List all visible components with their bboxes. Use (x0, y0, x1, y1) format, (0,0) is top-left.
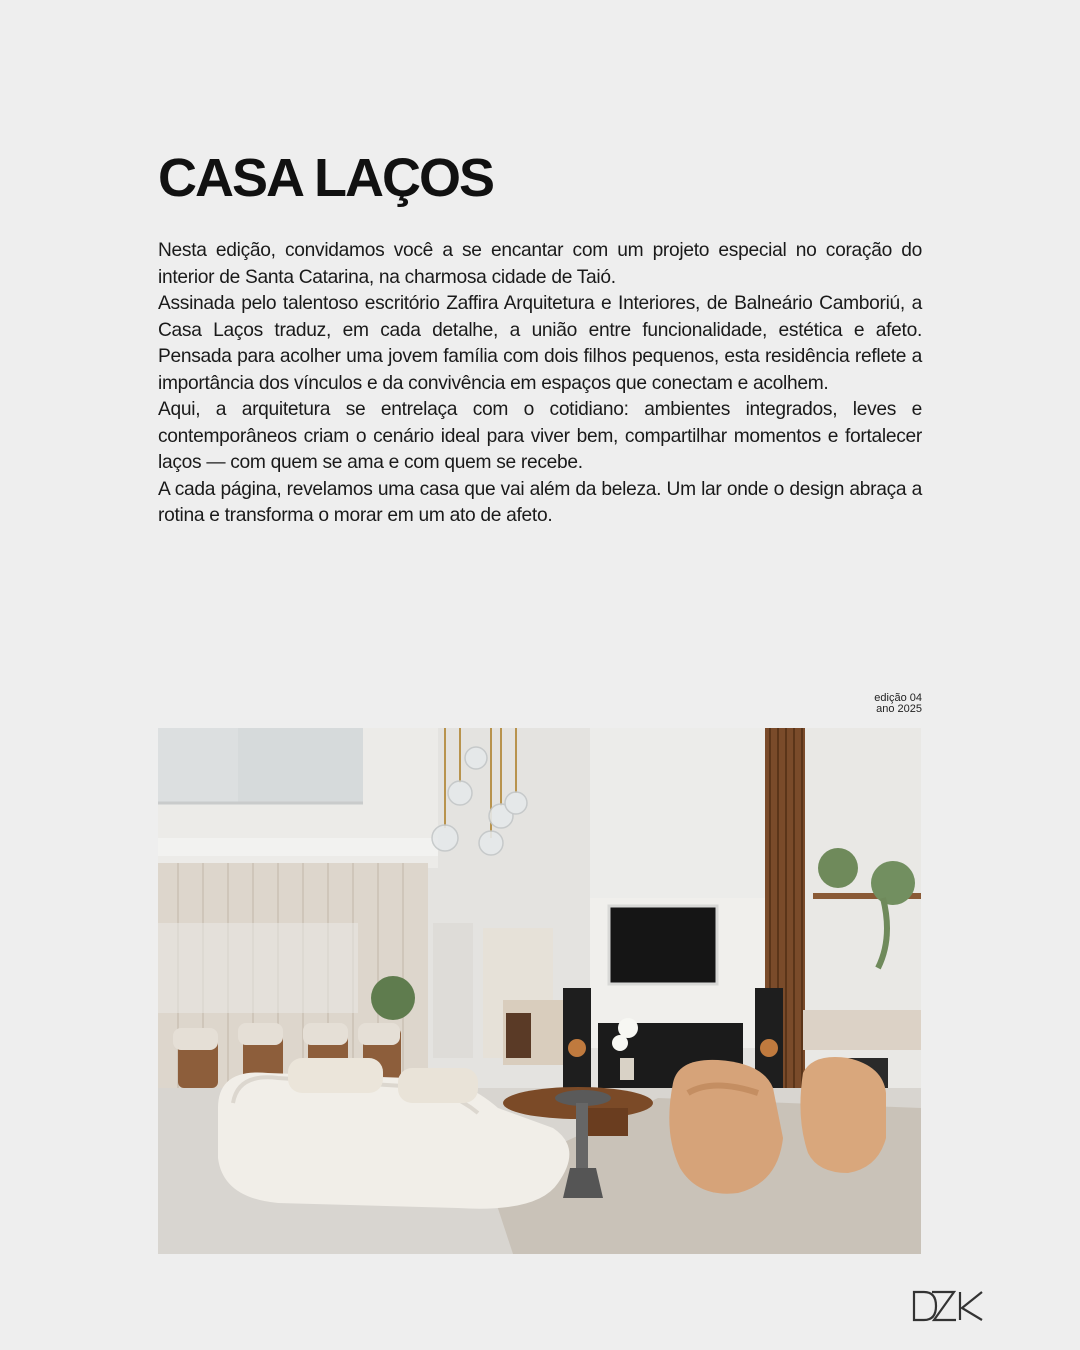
paragraph-1: Nesta edição, convidamos você a se encantar com um projeto especial no coração do interior de Santa Catarina, na charmosa cidade de Taió. (158, 240, 922, 288)
dzk-logo-icon (912, 1290, 984, 1322)
page-title: CASA LAÇOS (158, 148, 494, 208)
edition-year: ano 2025 (876, 703, 922, 715)
paragraph-4: A cada página, revelamos uma casa que vai além da beleza. Um lar onde o design abraça a rotina e transforma o morar em um ato de afeto. (158, 478, 922, 526)
edition-info (874, 693, 922, 715)
edition-number: edição 04 (874, 692, 922, 704)
living-room-photo (158, 728, 921, 1254)
paragraph-2: Assinada pelo talentoso escritório Zaffira Arquitetura e Interiores, de Balneário Camboriú, a Casa Laços traduz, em cada detalhe, a união entre funcionalidade, estética e afeto. Pensada para acolher uma jovem família com dois filhos pequenos, esta residência reflete a importância dos vínculos e da convivência em espaços que conectam e acolhem. (158, 293, 922, 394)
paragraph-3: Aqui, a arquitetura se entrelaça com o cotidiano: ambientes integrados, leves e contemporâneos criam o cenário ideal para viver bem, compartilhar momentos e fortalecer laços — com quem se ama e com quem se recebe. (158, 399, 922, 473)
article-body (158, 238, 922, 530)
